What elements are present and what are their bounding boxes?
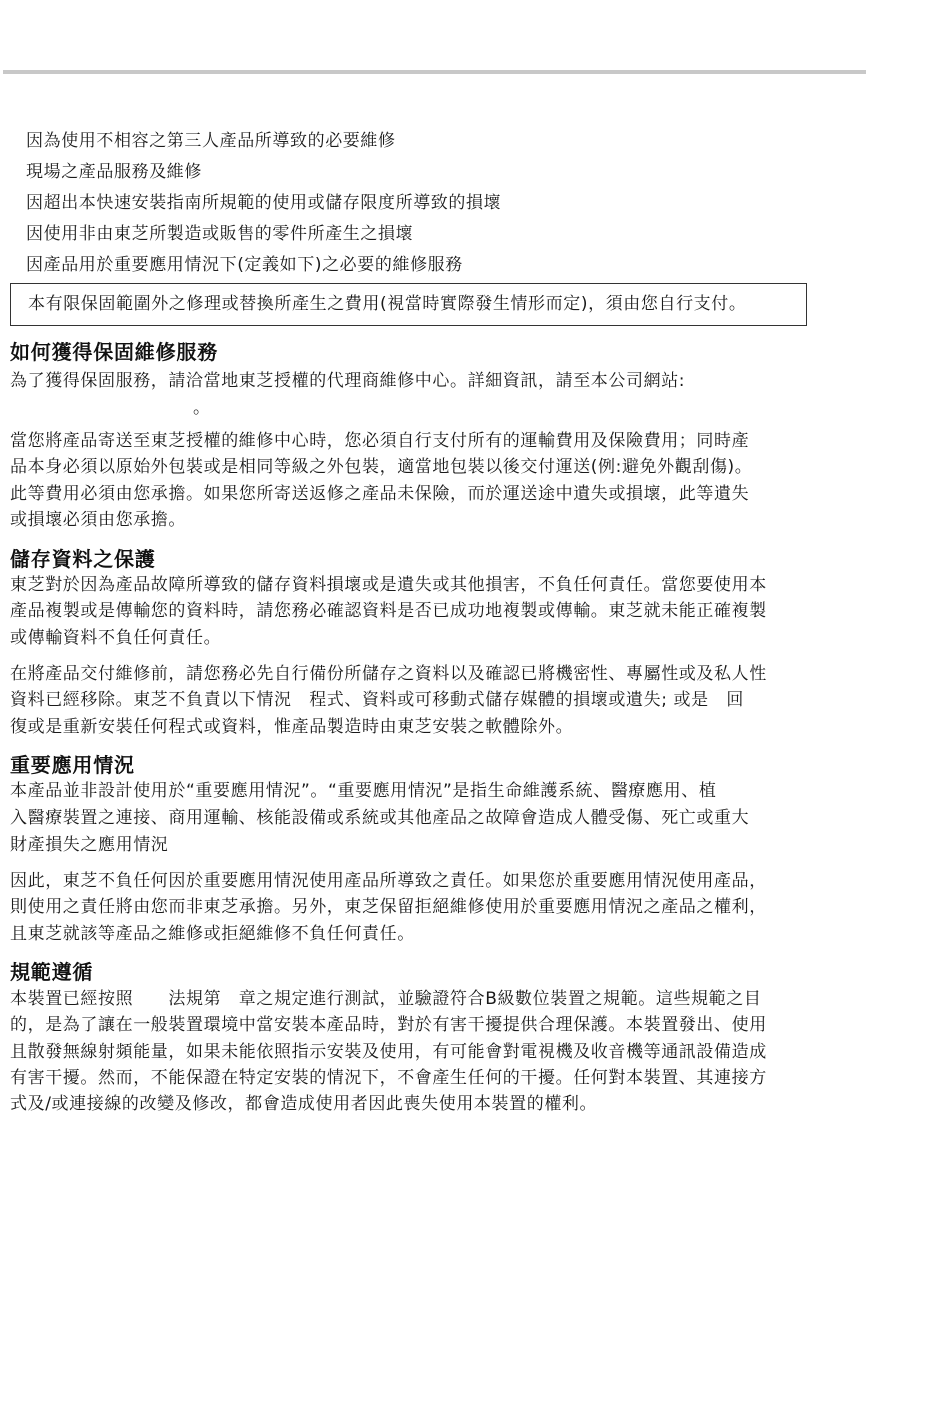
paragraph-line: 入醫療裝置之連接、商用運輸、核能設備或系統或其他產品之故障會造成人體受傷、死亡或重大 bbox=[10, 808, 750, 828]
paragraph-line: 因此，東芝不負任何因於重要應用情況使用產品所導致之責任。如果您於重要應用情況使用產品， bbox=[10, 871, 767, 891]
paragraph-line: 財產損失之應用情況 bbox=[10, 835, 169, 855]
list-item: 因為使用不相容之第三人產品所導致的必要維修 bbox=[26, 131, 396, 151]
paragraph-line: 則使用之責任將由您而非東芝承擔。另外，東芝保留拒絕維修使用於重要應用情況之產品之權利， bbox=[10, 897, 767, 918]
section-heading-compliance: 規範遵循 bbox=[10, 960, 94, 984]
list-item: 現場之產品服務及維修 bbox=[26, 162, 202, 182]
paragraph-line: 或傳輸資料不負任何責任。 bbox=[10, 627, 222, 648]
paragraph-line: 式及/或連接線的改變及修改，都會造成使用者因此喪失使用本裝置的權利。 bbox=[10, 1094, 598, 1115]
paragraph-line: 。 bbox=[193, 398, 211, 418]
paragraph bbox=[10, 661, 767, 740]
paragraph-line: 為了獲得保固服務，請洽當地東芝授權的代理商維修中心。詳細資訊，請至本公司網站: bbox=[10, 371, 686, 391]
list-item: 因產品用於重要應用情況下(定義如下)之必要的維修服務 bbox=[26, 255, 463, 275]
list-item: 因使用非由東芝所製造或販售的零件所產生之損壞 bbox=[26, 224, 414, 244]
paragraph-line: 當您將產品寄送至東芝授權的維修中心時，您必須自行支付所有的運輸費用及保險費用；同時產 bbox=[10, 431, 750, 451]
list-item: 因超出本快速安裝指南所規範的使用或儲存限度所導致的損壞 bbox=[26, 193, 502, 213]
paragraph-line: 在將產品交付維修前，請您務必先自行備份所儲存之資料以及確認已將機密性、專屬性或及私人性 bbox=[10, 664, 767, 684]
paragraph-line: 產品複製或是傳輸您的資料時，請您務必確認資料是否已成功地複製或傳輸。東芝就未能正確複製 bbox=[10, 601, 767, 622]
paragraph bbox=[10, 428, 752, 533]
section-heading-data-protection: 儲存資料之保護 bbox=[10, 547, 156, 571]
section-heading-warranty-service: 如何獲得保固維修服務 bbox=[10, 340, 218, 364]
exclusion-list bbox=[26, 126, 501, 281]
paragraph bbox=[10, 368, 685, 422]
top-divider bbox=[3, 70, 866, 74]
section-heading-critical-applications: 重要應用情況 bbox=[10, 753, 135, 777]
notice-box: 本有限保固範圍外之修理或替換所產生之費用(視當時實際發生情形而定)，須由您自行支付。 bbox=[10, 283, 807, 326]
paragraph-line: 本裝置已經按照 法規第 章之規定進行測試，並驗證符合B級數位裝置之規範。這些規範之目 bbox=[10, 989, 762, 1009]
paragraph-line: 有害干擾。然而，不能保證在特定安裝的情況下，不會產生任何的干擾。任何對本裝置、其連接方 bbox=[10, 1067, 767, 1088]
paragraph bbox=[10, 868, 767, 947]
paragraph-line: 此等費用必須由您承擔。如果您所寄送返修之產品未保險，而於運送途中遺失或損壞，此等遺失 bbox=[10, 483, 750, 504]
paragraph-line: 或損壞必須由您承擔。 bbox=[10, 509, 186, 530]
paragraph bbox=[10, 778, 749, 859]
paragraph-line: 的，是為了讓在一般裝置環境中當安裝本產品時，對於有害干擾提供合理保護。本裝置發出、使用 bbox=[10, 1015, 767, 1036]
paragraph bbox=[10, 986, 767, 1117]
paragraph bbox=[10, 572, 767, 651]
paragraph-line: 且散發無線射頻能量，如果未能依照指示安裝及使用，有可能會對電視機及收音機等通訊設備造成 bbox=[10, 1041, 767, 1062]
paragraph-line: 品本身必須以原始外包裝或是相同等級之外包裝，適當地包裝以後交付運送(例:避免外觀刮傷)。 bbox=[10, 457, 753, 478]
paragraph-line: 復或是重新安裝任何程式或資料，惟產品製造時由東芝安裝之軟體除外。 bbox=[10, 716, 574, 737]
paragraph-line: 東芝對於因為產品故障所導致的儲存資料損壞或是遺失或其他損害，不負任何責任。當您要使用本 bbox=[10, 575, 767, 595]
paragraph-line: 且東芝就該等產品之維修或拒絕維修不負任何責任。 bbox=[10, 923, 415, 944]
paragraph-line: 資料已經移除。東芝不負責以下情況 程式、資料或可移動式儲存媒體的損壞或遺失; 或是 回 bbox=[10, 690, 744, 711]
paragraph-line: 本產品並非設計使用於“重要應用情況”。“重要應用情況”是指生命維護系統、醫療應用、植 bbox=[10, 781, 717, 801]
